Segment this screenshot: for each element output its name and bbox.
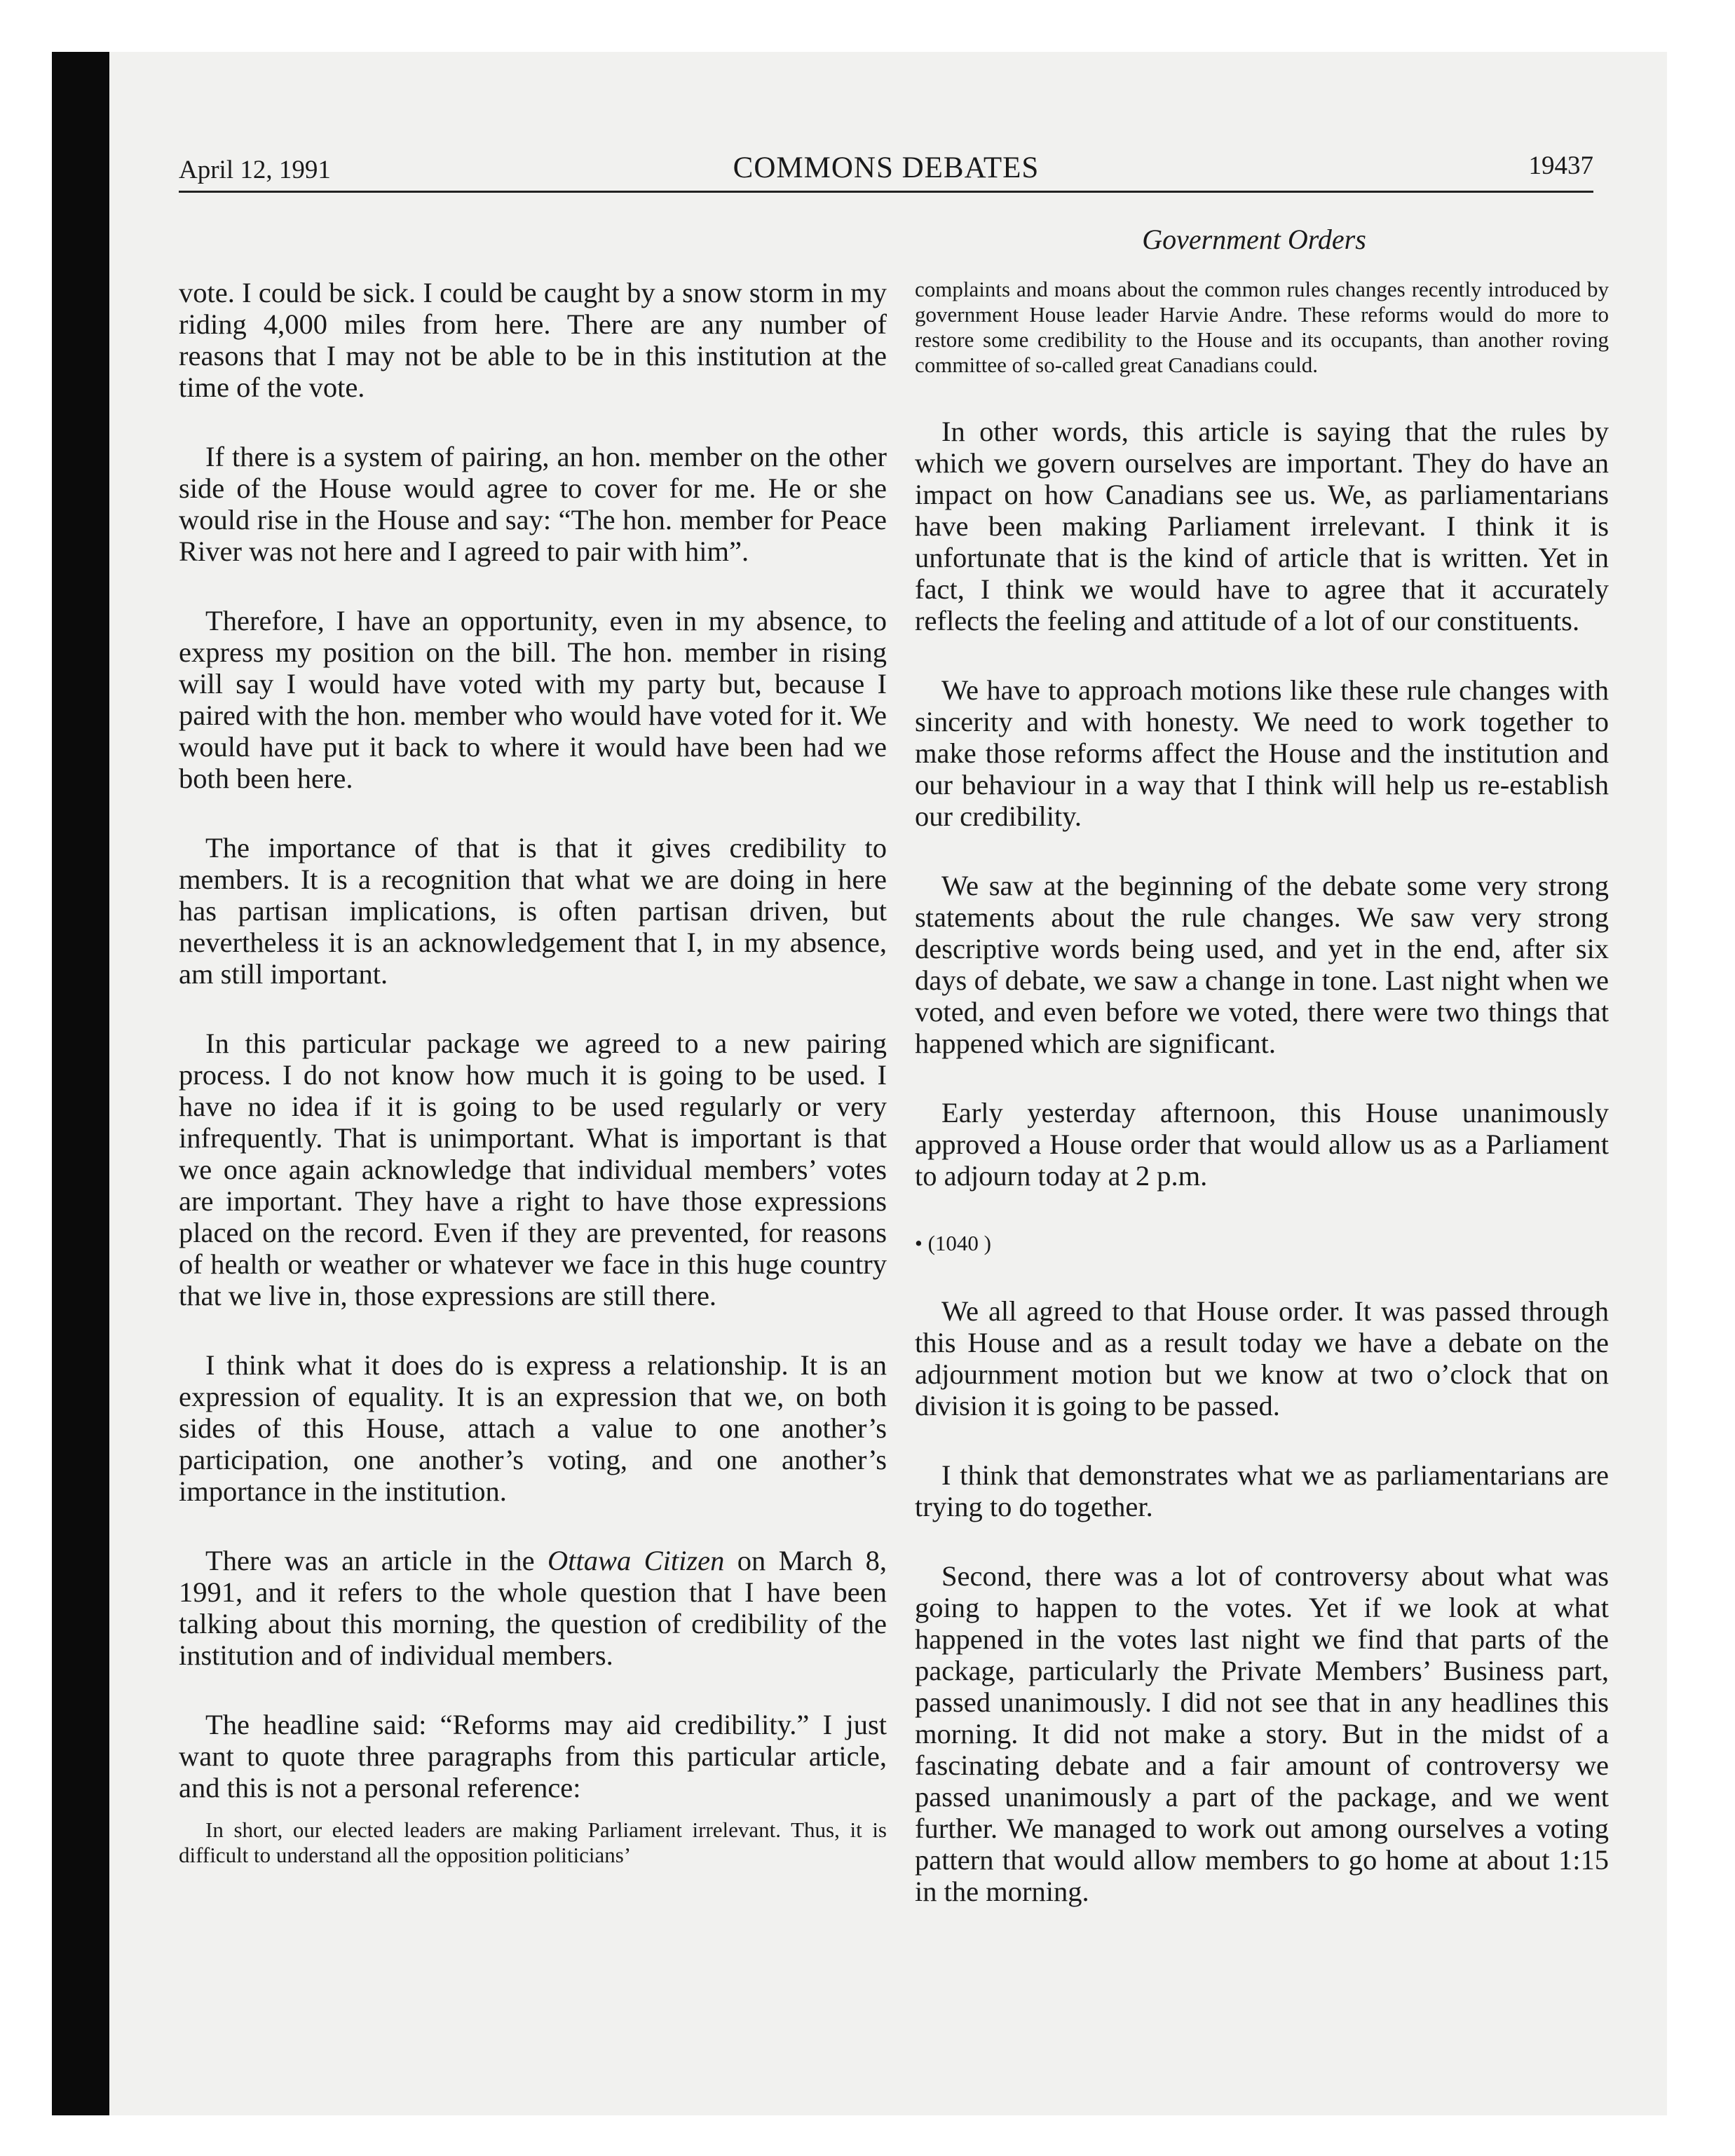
block-quote: In short, our elected leaders are making Parliament irrelevant. Thus, it is difficult to understand all the opposition politicians’ [179, 1817, 887, 1867]
paragraph: In this particular package we agreed to a new pairing process. I do not know how much it is going to be used. I have no idea if it is going to be used regularly or very infrequently. That is unimportant. What is important is that we once again acknowledge that individual members’ votes are important. They have a right to have those expressions placed on the record. Even if they are prevented, for reasons of health or weather or whatever we face in this huge country that we live in, those expressions are still there. [179, 1028, 887, 1311]
paragraph: In other words, this article is saying that the rules by which we govern ourselves are important. They do have an impact on how Canadians see us. We, as parliamentarians have been making Parliament irrelevant. I think it is unfortunate that is the kind of article that is written. Yet in fact, I think we would have to agree that it accurately reflects the feeling and attitude of a lot of our constituents. [915, 416, 1609, 636]
header-title: COMMONS DEBATES [733, 151, 1040, 184]
section-label: Government Orders [1142, 224, 1366, 255]
paragraph: The importance of that is that it gives credibility to members. It is a recognition that what we are doing in here has partisan implications, is often partisan driven, but nevertheless it is an acknowledgement that I, in my absence, am still important. [179, 832, 887, 990]
text-run: There was an article in the [205, 1545, 547, 1576]
paragraph: I think what it does do is express a relationship. It is an expression of equality. It is an expression that we, on both sides of this House, attach a value to one another’s participation, one another’s voting, and one another’s importance in the institution. [179, 1349, 887, 1507]
binding-edge [52, 52, 109, 2115]
paragraph: We have to approach motions like these rule changes with sincerity and with honesty. We need to work together to make those reforms affect the House and the institution and our behaviour in a way that I think will help us re-establish our credibility. [915, 674, 1609, 832]
left-column [179, 277, 887, 1878]
paragraph: The headline said: “Reforms may aid credibility.” I just want to quote three paragraphs from this particular article, and this is not a personal reference: [179, 1709, 887, 1803]
newspaper-title: Ottawa Citizen [547, 1545, 725, 1576]
right-column [915, 277, 1609, 1945]
paragraph: We all agreed to that House order. It was passed through this House and as a result today we have a debate on the adjournment motion but we know at two o’clock that on division it is going to be passed. [915, 1295, 1609, 1421]
paragraph: Early yesterday afternoon, this House unanimously approved a House order that would allow us as a Parliament to adjourn today at 2 p.m. [915, 1097, 1609, 1192]
paragraph: Therefore, I have an opportunity, even in my absence, to express my position on the bill. The hon. member in rising will say I would have voted with my party but, because I paired with the hon. member who would have voted for it. We would have put it back to where it would have been had we both been here. [179, 605, 887, 794]
paragraph: We saw at the beginning of the debate some very strong statements about the rule changes. We saw very strong descriptive words being used, and yet in the end, after six days of debate, we saw a change in tone. Last night when we voted, and even before we voted, there were two things that happened which are significant. [915, 870, 1609, 1059]
paragraph: vote. I could be sick. I could be caught by a snow storm in my riding 4,000 miles from here. There are any number of reasons that I may not be able to be in this institution at the time of the vote. [179, 277, 887, 403]
header-page-number: 19437 [1528, 151, 1593, 180]
paragraph: I think that demonstrates what we as parliamentarians are trying to do together. [915, 1459, 1609, 1522]
paragraph: If there is a system of pairing, an hon. member on the other side of the House would agree to cover for me. He or she would rise in the House and say: “The hon. member for Peace River was not here and I agreed to pair with him”. [179, 441, 887, 567]
time-marker: • (1040 ) [915, 1231, 991, 1255]
page-header [179, 146, 1593, 193]
text-run: on March 8, 1991, and it refers to the whole question that I have been talking about this morning, the question of credibility of the institution and of individual members. [179, 1545, 887, 1671]
header-date: April 12, 1991 [179, 156, 331, 184]
paragraph: Second, there was a lot of controversy about what was going to happen to the votes. Yet if we look at what happened in the votes last night we find that parts of the package, particularly the Private Members’ Business part, passed unanimously. I did not see that in any headlines this morning. It did not make a story. But in the midst of a fascinating debate and a fair amount of controversy we passed unanimously a part of the package, and we went further. We managed to work out among ourselves a voting pattern that would allow members to go home at about 1:15 in the morning. [915, 1560, 1609, 1907]
block-quote-continued: complaints and moans about the common rules changes recently introduced by government House leader Harvie Andre. These reforms would do more to restore some credibility to the House and its occupants, than another roving committee of so-called great Canadians could. [915, 277, 1609, 377]
paragraph [179, 1545, 887, 1671]
